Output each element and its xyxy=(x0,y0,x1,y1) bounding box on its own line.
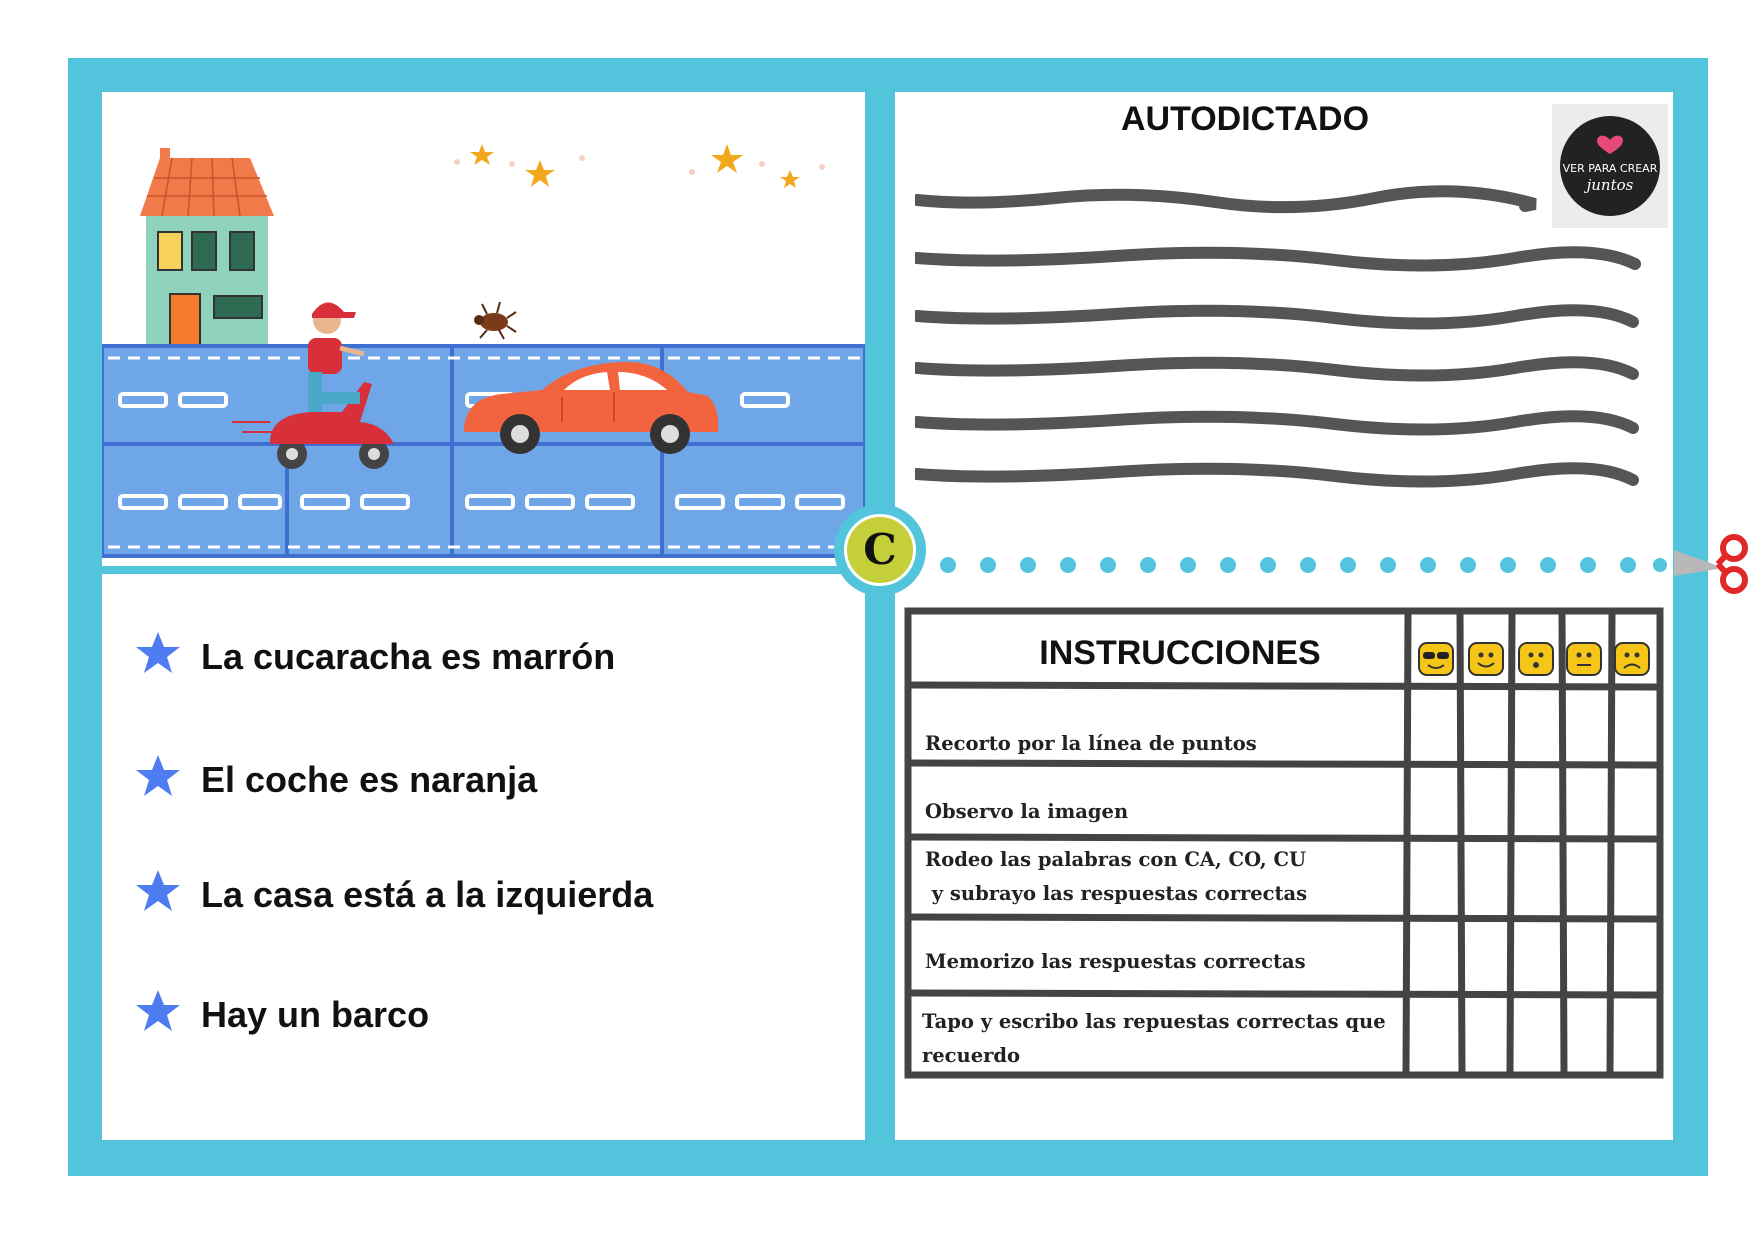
writing-line xyxy=(917,310,1633,323)
street-scene xyxy=(102,92,865,566)
star-icon xyxy=(525,160,555,187)
statement-text: Hay un barco xyxy=(201,994,430,1035)
cockroach xyxy=(474,302,516,339)
star-bullet-icon xyxy=(135,630,181,676)
statement-item xyxy=(135,630,835,690)
instruction-text: Recorto por la línea de puntos xyxy=(925,732,1257,755)
logo-line2: juntos xyxy=(1586,176,1634,194)
logo-line1: VER PARA CREAR xyxy=(1562,162,1658,175)
statement-text: La cucaracha es marrón xyxy=(201,636,616,677)
star-bullet-icon xyxy=(135,868,181,914)
instructions-heading: INSTRUCCIONES xyxy=(1039,634,1321,672)
page-title: AUTODICTADO xyxy=(1120,100,1370,138)
instruction-row xyxy=(922,1005,1386,1073)
writing-line xyxy=(917,416,1633,429)
night-sky xyxy=(470,126,800,204)
instruction-text: Memorizo las respuestas correctas xyxy=(925,950,1306,973)
illustration-panel xyxy=(102,92,865,566)
instruction-text: Tapo y escribo las repuestas correctas que xyxy=(922,1010,1386,1033)
cut-line xyxy=(938,555,1668,575)
instruction-row xyxy=(925,727,1257,761)
instruction-row xyxy=(925,945,1306,979)
instruction-row xyxy=(925,795,1128,829)
statement-text: La casa está a la izquierda xyxy=(201,874,654,915)
statement-text: El coche es naranja xyxy=(201,759,538,800)
sunglasses-face-icon xyxy=(1418,642,1454,676)
instruction-text: Observo la imagen xyxy=(925,800,1129,823)
surprised-face-icon xyxy=(1518,642,1554,676)
instruction-row xyxy=(925,843,1307,911)
writing-lines xyxy=(915,180,1655,520)
writing-line xyxy=(917,468,1633,481)
star-bullet-icon xyxy=(135,753,181,799)
house xyxy=(140,148,274,356)
instruction-text-cont: y subrayo las respuestas correctas xyxy=(925,882,1308,905)
moon-icon xyxy=(633,126,677,204)
statement-item xyxy=(135,753,835,813)
statement-item xyxy=(135,988,835,1048)
card-letter: C xyxy=(844,514,916,586)
scissors-icon xyxy=(1672,528,1752,598)
writing-line xyxy=(917,252,1635,265)
star-icon xyxy=(470,144,494,165)
instruction-text: Rodeo las palabras con CA, CO, CU xyxy=(925,848,1307,871)
statement-item xyxy=(135,868,835,928)
star-bullet-icon xyxy=(135,988,181,1034)
instruction-text-cont: recuerdo xyxy=(922,1044,1021,1067)
star-icon xyxy=(711,144,743,173)
writing-line xyxy=(917,362,1633,375)
sad-face-icon xyxy=(1614,642,1650,676)
star-icon xyxy=(780,170,800,188)
smiling-face-icon xyxy=(1468,642,1504,676)
writing-line xyxy=(917,191,1535,207)
card-letter-badge xyxy=(834,504,926,596)
road xyxy=(102,346,865,556)
neutral-face-icon xyxy=(1566,642,1602,676)
